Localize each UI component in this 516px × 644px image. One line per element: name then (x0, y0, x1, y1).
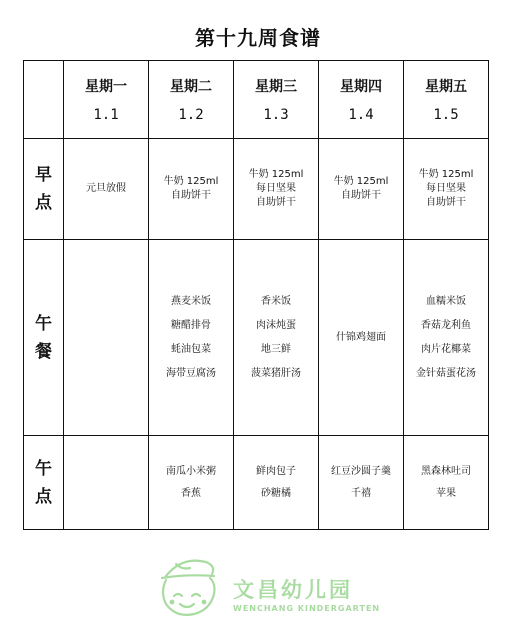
menu-item: 蚝油包菜 (171, 343, 211, 355)
lunch-row (24, 240, 489, 436)
menu-item: 自助饼干 (256, 197, 296, 208)
snack-cell (234, 436, 319, 530)
day-date: 1.1 (93, 106, 119, 123)
day-header-cell (234, 61, 319, 139)
breakfast-cell (64, 139, 149, 240)
page-title: 第十九周食谱 (195, 26, 321, 50)
menu-item: 南瓜小米粥 (166, 465, 216, 477)
menu-item: 苹果 (436, 487, 456, 499)
row-label-lunch: 午 餐 (24, 240, 64, 436)
menu-item: 菠菜猪肝汤 (251, 367, 301, 379)
kindergarten-name: 文昌幼儿园 (233, 578, 353, 602)
day-header-cell (64, 61, 149, 139)
menu-item: 每日坚果 (426, 183, 466, 194)
menu-item: 香蕉 (181, 487, 201, 499)
menu-item: 自助饼干 (171, 190, 211, 201)
breakfast-cell (149, 139, 234, 240)
menu-item: 黑森林吐司 (421, 465, 471, 477)
menu-item: 香米饭 (261, 295, 291, 307)
menu-item: 肉沫炖蛋 (256, 319, 296, 331)
day-name: 星期二 (170, 78, 212, 95)
menu-table (23, 60, 489, 530)
row-label-snack: 午 点 (24, 436, 64, 530)
day-name: 星期一 (85, 78, 127, 95)
menu-item: 金针菇蛋花汤 (416, 367, 476, 379)
menu-item: 地三鲜 (261, 343, 291, 355)
menu-item: 海带豆腐汤 (166, 367, 216, 379)
snack-cell (404, 436, 489, 530)
day-date: 1.3 (263, 106, 289, 123)
header-row (24, 61, 489, 139)
day-date: 1.4 (348, 106, 374, 123)
day-header-cell (319, 61, 404, 139)
lunch-cell (404, 240, 489, 436)
snack-cell (149, 436, 234, 530)
snack-cell (64, 436, 149, 530)
breakfast-cell (234, 139, 319, 240)
menu-item: 元旦放假 (86, 183, 126, 194)
menu-item: 红豆沙圆子羹 (331, 465, 391, 477)
row-label-breakfast: 早 点 (24, 139, 64, 240)
lunch-cell (64, 240, 149, 436)
lunch-cell (319, 240, 404, 436)
lunch-cell (149, 240, 234, 436)
kindergarten-subtitle: WENCHANG KINDERGARTEN (233, 604, 381, 613)
day-name: 星期五 (425, 78, 467, 95)
menu-item: 每日坚果 (256, 183, 296, 194)
day-header-cell (149, 61, 234, 139)
day-date: 1.5 (433, 106, 459, 123)
menu-item: 血糯米饭 (426, 295, 466, 307)
menu-item: 香菇龙利鱼 (421, 319, 471, 331)
menu-item: 牛奶 125ml (418, 169, 474, 180)
menu-item: 鲜肉包子 (256, 465, 296, 477)
day-name: 星期四 (340, 78, 382, 95)
day-name: 星期三 (255, 78, 297, 95)
menu-item: 牛奶 125ml (248, 169, 304, 180)
menu-item: 燕麦米饭 (171, 295, 211, 307)
corner-cell (24, 61, 64, 139)
snack-row (24, 436, 489, 530)
menu-item: 糖醋排骨 (171, 319, 211, 331)
menu-item: 牛奶 125ml (333, 176, 389, 187)
lunch-cell (234, 240, 319, 436)
menu-item: 砂糖橘 (261, 487, 291, 499)
menu-item: 自助饼干 (341, 190, 381, 201)
breakfast-row (24, 139, 489, 240)
day-date: 1.2 (178, 106, 204, 123)
breakfast-cell (319, 139, 404, 240)
menu-item: 自助饼干 (426, 197, 466, 208)
menu-item: 肉片花椰菜 (421, 343, 471, 355)
menu-item: 千禧 (351, 487, 371, 499)
snack-cell (319, 436, 404, 530)
menu-item: 什锦鸡翅面 (336, 331, 386, 343)
menu-item: 牛奶 125ml (163, 176, 219, 187)
day-header-cell (404, 61, 489, 139)
breakfast-cell (404, 139, 489, 240)
